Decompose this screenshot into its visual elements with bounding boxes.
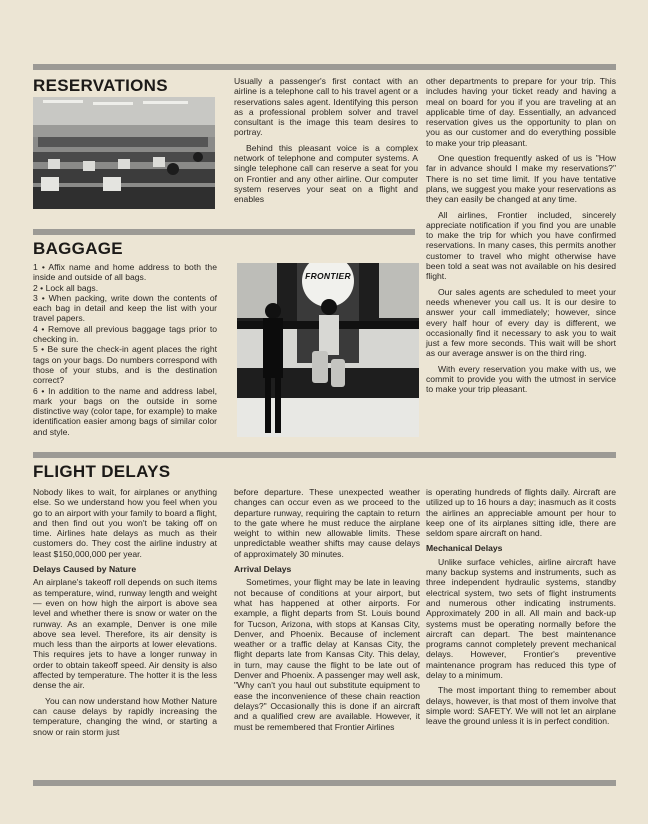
baggage-list	[33, 262, 217, 437]
reservations-photo	[33, 97, 215, 209]
baggage-photo	[237, 263, 419, 437]
reservations-paragraph: With every reservation you make with us, we commit to provide you with the utmost in service to make your trip pleasant.	[426, 363, 616, 395]
office-scene-image	[33, 97, 215, 209]
baggage-item: 5 • Be sure the check-in agent places the right tags on your bags. Do numbers correspond with those of your stubs, and is the destination correct?	[33, 344, 217, 386]
delays-column-1	[33, 487, 217, 742]
reservations-paragraph: Behind this pleasant voice is a complex network of telephone and computer systems. A single telephone call can reserve a seat for you on Frontier and any other airline. Our computer system reserves your seat on a flight and enables	[234, 142, 418, 205]
baggage-item: 4 • Remove all previous baggage tags prior to checking in.	[33, 323, 217, 345]
reservations-paragraph: other departments to prepare for your trip. This includes having your ticket ready and having a meal on board for you if you are traveling at an applicable time of day. Essentially, an advanced reservation gives us the opportunity to plan on you as our customer and do everything possible to make your trip pleasant.	[426, 76, 616, 148]
baggage-item: 2 • Lock all bags.	[33, 282, 99, 293]
delays-paragraph: The most important thing to remember about delays, however, is that most of them involve that simple word: SAFETY. We will not let an airplane leave the ground unless it is in perfect condition.	[426, 685, 616, 727]
mechanical-subheading: Mechanical Delays	[426, 543, 503, 554]
delays-paragraph: You can now understand how Mother Nature can cause delays by rapidly increasing the temperature, changing the wind, or starting a snow or rain storm just	[33, 695, 217, 737]
reservations-paragraph: Usually a passenger's first contact with an airline is a telephone call to his travel agent or a reservations sales agent. Identifying this person as a professional problem solver and travel consultant is the image this team desires to portray.	[234, 76, 418, 138]
arrival-subheading: Arrival Delays	[234, 564, 292, 575]
baggage-heading: BAGGAGE	[33, 239, 123, 258]
delays-paragraph: Nobody likes to wait, for airplanes or anything else. So we understand how you feel when you go to an airport with your family to board a flight, and then find out you won't be taking off on time. Airlines hate delays as much as their customers do. They cost the airline industry at least $150,000,000 per year.	[33, 487, 217, 559]
delays-paragraph: Sometimes, your flight may be late in leaving not because of conditions at your airport, but what has happened at other airports. For example, a flight departs from St. Louis bound for Tucson, Arizona, with stops at Kansas City, Denver, and Phoenix. Because of inclement weather or a traffic delay at Kansas City, the flight departs late from Kansas City. This delay, in turn, may cause the flight to be late out of Denver and Phoenix. A passenger may well ask, "Why can't you haul out substitute equipment to ease the inconvenience of these chain reaction delays?" Occasionally this is done if an aircraft and a qualified crew are available. However, it must be remembered that Frontier Airlines	[234, 577, 420, 732]
baggage-item: 1 • Affix name and home address to both the inside and outside of all bags.	[33, 262, 217, 283]
reservations-paragraph: All airlines, Frontier included, sincerely appreciate notification if you find you are unable to make the trip for which you have confirmed reservations. In many cases, this permits another customer to travel who might otherwise have been told a seat was not available on his desired flight.	[426, 209, 616, 282]
delays-paragraph: An airplane's takeoff roll depends on such items as temperature, wind, runway length and weight — even on how high the airport is above sea level and whether there is snow or water on the runway. As an example, Denver is one mile above sea level. Therefore, its air density is much less than the airports at lower elevations. This requires jets to have a longer runway in order to obtain takeoff speed. Air density is also affected by temperature. The hotter it is the less dense the air.	[33, 577, 217, 691]
delays-paragraph: is operating hundreds of flights daily. Aircraft are utilized up to 16 hours a day; inasmuch as it costs the airlines an appreciable amount per hour to keep one of its airplanes sitting idle, there are seldom spare aircraft on hand.	[426, 487, 616, 539]
reservations-column-2	[234, 76, 418, 210]
delays-paragraph: Unlike surface vehicles, airline aircraft have many backup systems and instruments, such as three independent hydraulic systems, standby electrical system, two sets of flight instruments and numerous other indicating instruments. Approximately 200 in all. All main and back-up systems must be operating normally before the aircraft can depart. The best maintenance programs cannot completely prevent mechanical delays. However, Frontier's preventive maintenance program has reduced this type of delay to a minimum.	[426, 556, 616, 681]
reservations-paragraph: One question frequently asked of us is "How far in advance should I make my reservations?" There is no set time limit. If you have tentative plans, we suggest you make your reservations as they can easily be changed at any time.	[426, 153, 616, 205]
baggage-divider-bar	[33, 229, 415, 235]
baggage-item: 3 • When packing, write down the contents of each bag in detail and keep the list with your travel papers.	[33, 292, 217, 324]
checkin-counter-image	[237, 263, 419, 437]
frontier-sign-text: FRONTIER	[305, 271, 351, 281]
delays-divider-bar	[33, 452, 616, 458]
reservations-column-3	[426, 76, 616, 400]
reservations-paragraph: Our sales agents are scheduled to meet your needs whenever you call us. It is our desire to answer your call immediately; however, since every half hour of every day is different, we occasionally find it necessary to ask you to wait just a few more seconds. This wait will be short as our average answer is on the third ring.	[426, 286, 616, 359]
delays-paragraph: before departure. These unexpected weather changes can occur even as we proceed to the departure runway, requiring the captain to return to the gate where he must reduce the airplane weight to within new allowable limits. These unpredictable weather shifts may cause delays of approximately 30 minutes.	[234, 487, 420, 559]
baggage-item: 6 • In addition to the name and address label, mark your bags on the outside in some distinctive way (color tape, for example) to make identification easier among bags of similar color and style.	[33, 385, 217, 437]
nature-subheading: Delays Caused by Nature	[33, 564, 137, 575]
delays-column-2	[234, 487, 420, 737]
reservations-heading: RESERVATIONS	[33, 76, 168, 95]
bottom-divider-bar	[33, 780, 616, 786]
top-divider-bar	[33, 64, 616, 70]
delays-column-3	[426, 487, 616, 732]
flight-delays-heading: FLIGHT DELAYS	[33, 462, 171, 481]
